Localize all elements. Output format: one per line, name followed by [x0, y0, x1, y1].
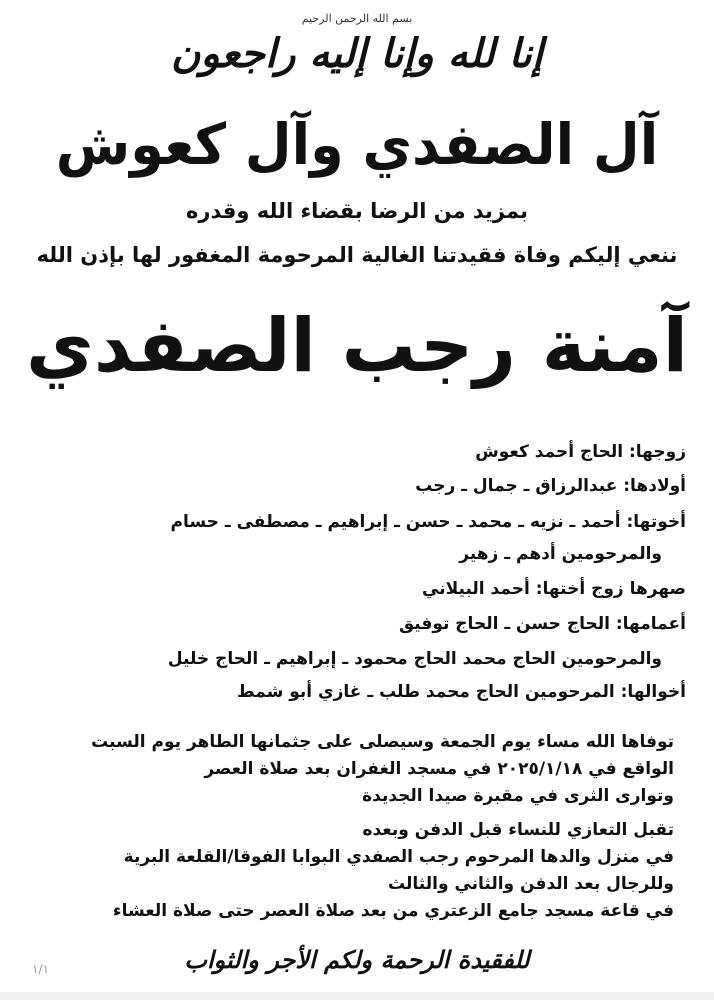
closing-prayer: للفقيدة الرحمة ولكم الأجر والثواب	[184, 945, 530, 974]
family-names-heading: آل الصفدي وآل كعوش	[55, 111, 659, 178]
relative-deceased-siblings: والمرحومين أدهم ـ زهير	[459, 544, 662, 564]
relative-maternal-uncles: أخوالها: المرحومين الحاج محمد طلب ـ غازي أبو شمط	[237, 682, 686, 702]
relative-paternal-uncles: أعمامها: الحاج حسن ـ الحاج توفيق	[398, 614, 686, 634]
condolence-line-3: وللرجال بعد الدفن والثاني والثالث	[388, 874, 674, 894]
condolence-line-2: في منزل والدها المرحوم رجب الصفدي البوابا الفوقا/القلعة البرية	[123, 847, 674, 867]
relative-husband: زوجها: الحاج أحمد كعوش	[475, 442, 686, 462]
funeral-line-1: توفاها الله مساء يوم الجمعة وسيصلى على جثمانها الطاهر يوم السبت	[91, 732, 674, 752]
basmala: بسم الله الرحمن الرحيم	[301, 12, 413, 25]
condolence-line-1: تقبل التعازي للنساء قبل الدفن وبعده	[362, 820, 674, 840]
relative-siblings: أخوتها: أحمد ـ نزيه ـ محمد ـ حسن ـ إبراهيم ـ مصطفى ـ حسام	[170, 512, 686, 532]
deceased-name: آمنة رجب الصفدي	[26, 303, 688, 389]
quran-verse-calligraphy: إنا لله وإنا إليه راجعون	[170, 30, 544, 77]
bottom-bar	[0, 992, 714, 1000]
intro-line-1: بمزيد من الرضا بقضاء الله وقدره	[186, 199, 528, 223]
relative-children: أولادها: عبدالرزاق ـ جمال ـ رجب	[415, 476, 686, 496]
funeral-line-3: وتوارى الثرى في مقبرة صيدا الجديدة	[362, 786, 674, 806]
condolence-line-4: في قاعة مسجد جامع الزعتري من بعد صلاة العصر حتى صلاة العشاء	[112, 901, 674, 921]
relative-brother-in-law: صهرها زوج أختها: أحمد البيلاني	[422, 579, 686, 599]
relative-deceased-paternal-uncles: والمرحومين الحاج محمد الحاج محمود ـ إبراهيم ـ الحاج خليل	[167, 649, 662, 669]
funeral-line-2: الواقع في ٢٠٢٥/١/١٨ في مسجد الغفران بعد صلاة العصر	[204, 759, 674, 779]
page-number: ١/١	[32, 962, 49, 976]
intro-line-2: ننعي إليكم وفاة فقيدتنا الغالية المرحومة المغفور لها بإذن الله	[36, 243, 678, 267]
